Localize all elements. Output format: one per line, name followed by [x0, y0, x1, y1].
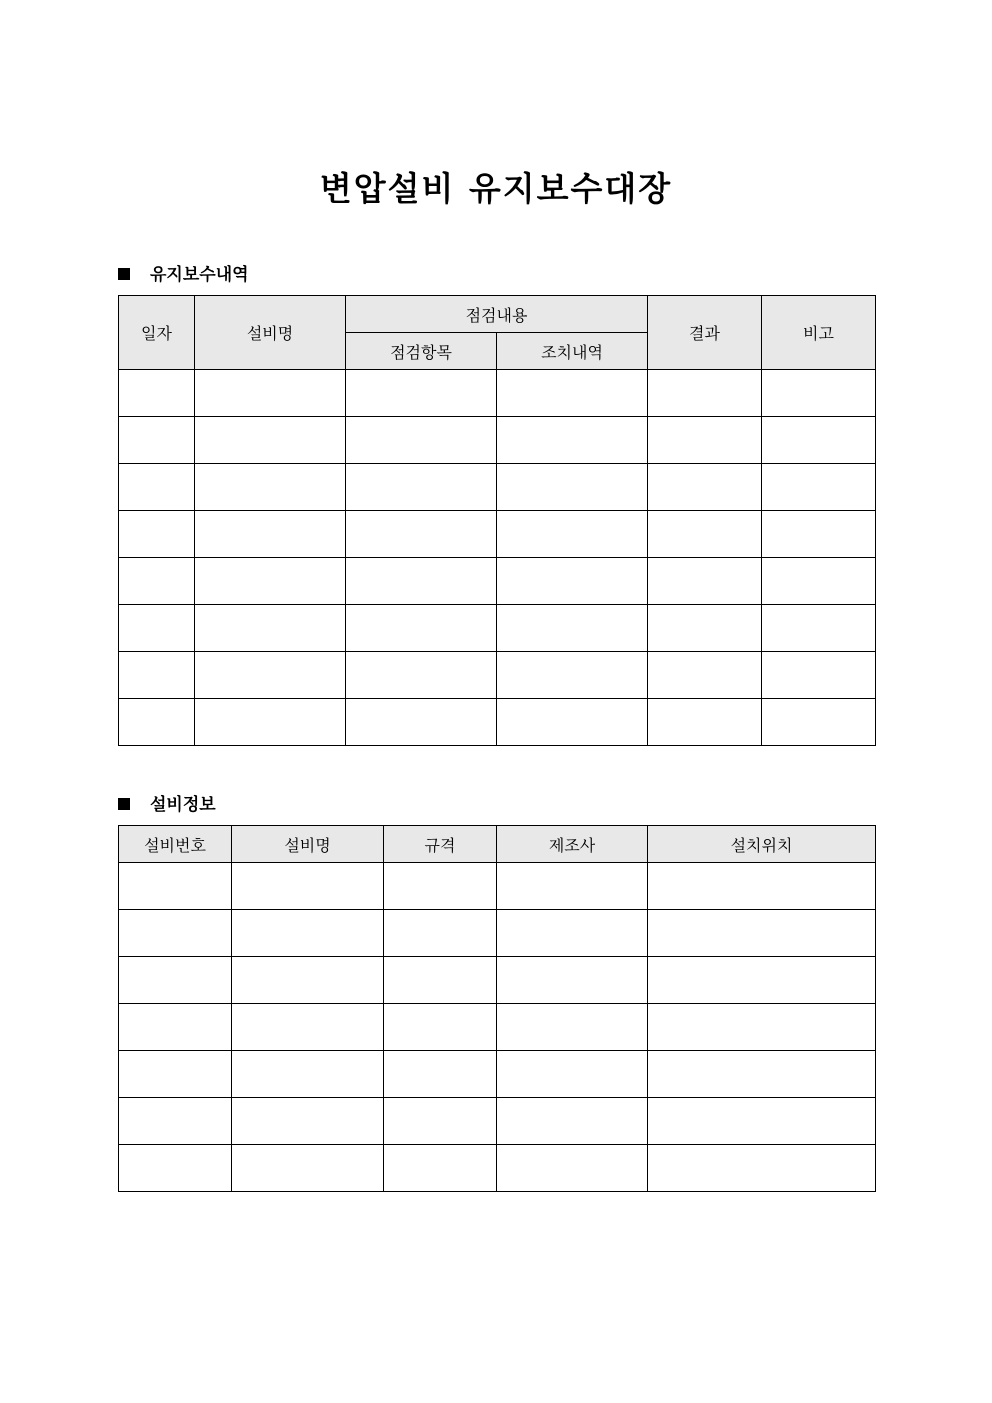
table-cell[interactable] [119, 605, 195, 652]
table-cell[interactable] [648, 652, 762, 699]
table-cell[interactable] [497, 910, 648, 957]
table-cell[interactable] [648, 558, 762, 605]
table-cell[interactable] [497, 558, 648, 605]
table-cell[interactable] [119, 370, 195, 417]
header-result: 결과 [648, 296, 762, 370]
table-cell[interactable] [232, 1145, 384, 1192]
table-cell[interactable] [119, 863, 232, 910]
table-cell[interactable] [762, 558, 876, 605]
table-row [119, 370, 876, 417]
table-cell[interactable] [119, 1145, 232, 1192]
header-date: 일자 [119, 296, 195, 370]
page-title: 변압설비 유지보수대장 [319, 169, 673, 208]
table-cell[interactable] [497, 1145, 648, 1192]
table-cell[interactable] [648, 370, 762, 417]
header-equipment-name: 설비명 [232, 826, 384, 863]
table-cell[interactable] [648, 417, 762, 464]
table-cell[interactable] [195, 370, 346, 417]
table-cell[interactable] [497, 464, 648, 511]
table-row [119, 863, 876, 910]
table-cell[interactable] [195, 464, 346, 511]
table-row [119, 910, 876, 957]
table-cell[interactable] [762, 652, 876, 699]
table-cell[interactable] [232, 1051, 384, 1098]
table-row [119, 652, 876, 699]
table-cell[interactable] [762, 605, 876, 652]
equipment-section-title: 설비정보 [150, 795, 216, 815]
table-cell[interactable] [497, 1098, 648, 1145]
header-inspection-content: 점검내용 [346, 296, 648, 333]
table-cell[interactable] [497, 652, 648, 699]
table-cell[interactable] [497, 1004, 648, 1051]
table-cell[interactable] [384, 1051, 497, 1098]
table-cell[interactable] [195, 511, 346, 558]
table-cell[interactable] [232, 957, 384, 1004]
table-cell[interactable] [648, 605, 762, 652]
table-cell[interactable] [232, 863, 384, 910]
table-cell[interactable] [497, 699, 648, 746]
table-row [119, 511, 876, 558]
square-bullet-icon [118, 268, 130, 280]
table-row [119, 417, 876, 464]
table-cell[interactable] [346, 699, 497, 746]
table-row [119, 1098, 876, 1145]
table-cell[interactable] [762, 511, 876, 558]
maintenance-section-heading [118, 260, 249, 285]
table-cell[interactable] [384, 1145, 497, 1192]
table-row [119, 1051, 876, 1098]
table-row [119, 699, 876, 746]
table-row [119, 957, 876, 1004]
table-cell[interactable] [497, 370, 648, 417]
table-cell[interactable] [119, 652, 195, 699]
table-cell[interactable] [384, 1004, 497, 1051]
table-cell[interactable] [119, 1098, 232, 1145]
table-cell[interactable] [384, 957, 497, 1004]
table-cell[interactable] [648, 1145, 876, 1192]
header-equipment-name: 설비명 [195, 296, 346, 370]
table-cell[interactable] [346, 652, 497, 699]
table-cell[interactable] [119, 957, 232, 1004]
table-cell[interactable] [762, 417, 876, 464]
table-cell[interactable] [119, 1004, 232, 1051]
maintenance-section-title: 유지보수내역 [150, 265, 249, 285]
table-cell[interactable] [232, 1004, 384, 1051]
table-cell[interactable] [384, 863, 497, 910]
table-cell[interactable] [648, 1051, 876, 1098]
table-cell[interactable] [232, 1098, 384, 1145]
table-cell[interactable] [497, 511, 648, 558]
table-cell[interactable] [195, 699, 346, 746]
table-cell[interactable] [119, 558, 195, 605]
table-cell[interactable] [648, 863, 876, 910]
table-cell[interactable] [346, 464, 497, 511]
table-cell[interactable] [648, 957, 876, 1004]
table-cell[interactable] [497, 863, 648, 910]
equipment-table [118, 825, 876, 1192]
table-cell[interactable] [232, 910, 384, 957]
table-cell[interactable] [346, 417, 497, 464]
table-cell[interactable] [648, 511, 762, 558]
header-location: 설치위치 [648, 826, 876, 863]
table-cell[interactable] [497, 417, 648, 464]
table-cell[interactable] [119, 511, 195, 558]
table-cell[interactable] [195, 558, 346, 605]
table-cell[interactable] [346, 511, 497, 558]
header-spec: 규격 [384, 826, 497, 863]
table-row [119, 1145, 876, 1192]
table-cell[interactable] [384, 910, 497, 957]
table-cell[interactable] [195, 417, 346, 464]
maintenance-table [118, 295, 876, 746]
table-cell[interactable] [648, 910, 876, 957]
table-cell[interactable] [195, 652, 346, 699]
maintenance-header-row [119, 296, 876, 333]
table-cell[interactable] [119, 464, 195, 511]
table-cell[interactable] [119, 417, 195, 464]
table-cell[interactable] [119, 1051, 232, 1098]
table-cell[interactable] [119, 910, 232, 957]
table-cell[interactable] [648, 464, 762, 511]
equipment-section-heading [118, 790, 216, 815]
header-remarks: 비고 [762, 296, 876, 370]
header-manufacturer: 제조사 [497, 826, 648, 863]
table-cell[interactable] [497, 605, 648, 652]
table-cell[interactable] [346, 370, 497, 417]
header-equipment-no: 설비번호 [119, 826, 232, 863]
table-row [119, 1004, 876, 1051]
square-bullet-icon [118, 798, 130, 810]
equipment-header-row [119, 826, 876, 863]
table-cell[interactable] [346, 605, 497, 652]
header-inspection-item: 점검항목 [346, 333, 497, 370]
table-cell[interactable] [497, 957, 648, 1004]
table-cell[interactable] [648, 699, 762, 746]
table-cell[interactable] [346, 558, 497, 605]
table-row [119, 558, 876, 605]
table-cell[interactable] [648, 1004, 876, 1051]
table-cell[interactable] [762, 464, 876, 511]
table-cell[interactable] [384, 1098, 497, 1145]
table-cell[interactable] [119, 699, 195, 746]
header-action-details: 조치내역 [497, 333, 648, 370]
table-cell[interactable] [762, 370, 876, 417]
table-cell[interactable] [762, 699, 876, 746]
table-cell[interactable] [497, 1051, 648, 1098]
table-row [119, 605, 876, 652]
table-cell[interactable] [195, 605, 346, 652]
table-cell[interactable] [648, 1098, 876, 1145]
table-row [119, 464, 876, 511]
